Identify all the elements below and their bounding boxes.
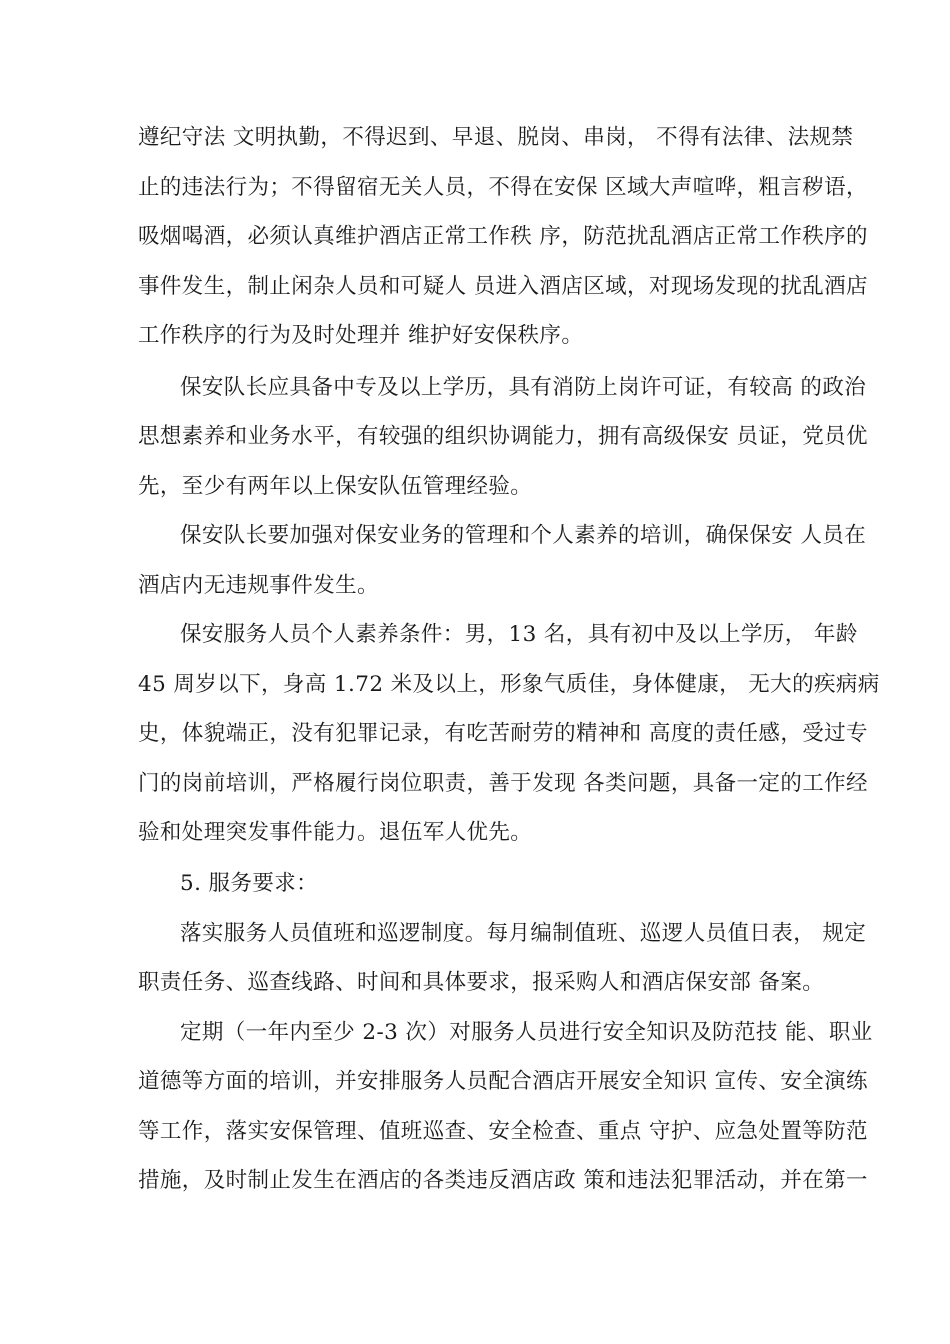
text-line: 遵纪守法 文明执勤，不得迟到、早退、脱岗、串岗， 不得有法律、法规禁	[138, 125, 854, 150]
text-line: 验和处理突发事件能力。退伍军人优先。	[138, 820, 533, 845]
text-line: 止的违法行为；不得留宿无关人员，不得在安保 区域大声喧哗，粗言秽语，	[138, 175, 868, 200]
text-line: 史，体貌端正，没有犯罪记录，有吃苦耐劳的精神和 高度的责任感，受过专	[138, 721, 868, 746]
text-line: 工作秩序的行为及时处理并 维护好安保秩序。	[138, 323, 584, 348]
paragraph-first-line: 保安服务人员个人素养条件：男，13 名，具有初中及以上学历， 年龄	[180, 622, 858, 647]
section-heading: 5. 服务要求：	[180, 871, 319, 896]
text-line: 措施，及时制止发生在酒店的各类违反酒店政 策和违法犯罪活动，并在第一	[138, 1168, 868, 1193]
paragraph-first-line: 保安队长要加强对保安业务的管理和个人素养的培训，确保保安 人员在	[180, 523, 867, 548]
text-line: 职责任务、巡查线路、时间和具体要求，报采购人和酒店保安部 备案。	[138, 970, 825, 995]
paragraph-first-line: 定期（一年内至少 2-3 次）对服务人员进行安全知识及防范技 能、职业	[180, 1020, 873, 1045]
text-line: 等工作，落实安保管理、值班巡查、安全检查、重点 守护、应急处置等防范	[138, 1119, 868, 1144]
text-line: 门的岗前培训，严格履行岗位职责，善于发现 各类问题，具备一定的工作经	[138, 771, 868, 796]
text-line: 先，至少有两年以上保安队伍管理经验。	[138, 474, 533, 499]
text-line: 吸烟喝酒，必须认真维护酒店正常工作秩 序，防范扰乱酒店正常工作秩序的	[138, 224, 868, 249]
text-line: 酒店内无违规事件发生。	[138, 573, 379, 598]
text-line: 45 周岁以下，身高 1.72 米及以上，形象气质佳，身体健康， 无大的疾病病	[138, 672, 880, 697]
text-line: 道德等方面的培训，并安排服务人员配合酒店开展安全知识 宣传、安全演练	[138, 1069, 868, 1094]
text-line: 思想素养和业务水平，有较强的组织协调能力，拥有高级保安 员证，党员优	[138, 424, 868, 449]
text-line: 事件发生，制止闲杂人员和可疑人 员进入酒店区域，对现场发现的扰乱酒店	[138, 274, 868, 299]
paragraph-first-line: 落实服务人员值班和巡逻制度。每月编制值班、巡逻人员值日表， 规定	[180, 921, 867, 946]
paragraph-first-line: 保安队长应具备中专及以上学历，具有消防上岗许可证，有较高 的政治	[180, 375, 867, 400]
